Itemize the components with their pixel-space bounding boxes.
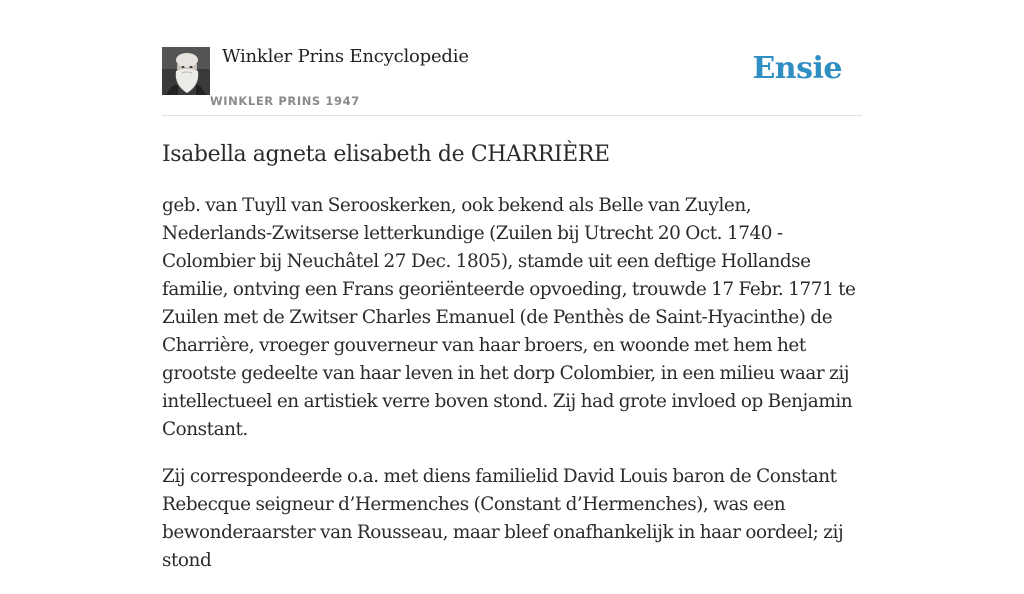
avatar[interactable] [162,47,210,95]
article-body [162,192,862,594]
edition-label: WINKLER PRINS 1947 [210,94,360,108]
site-logo[interactable]: Ensie [752,51,842,86]
article-title: Isabella agneta elisabeth de CHARRIÈRE [162,142,610,167]
bearded-man-portrait-icon [162,47,210,95]
article-paragraph: geb. van Tuyll van Serooskerken, ook bekend als Belle van Zuylen, Nederlands-Zwitserse letterkundige (Zuilen bij Utrecht 20 Oct. 1740 - Colombier bij Neuchâtel 27 Dec. 1805), stamde uit een deftige Hollandse familie, ontving een Frans georiënteerde opvoeding, trouwde 17 Febr. 1771 te Zuilen met de Zwitser Charles Emanuel (de Penthès de Saint-Hyacinthe) de Charrière, vroeger gouverneur van haar broers, en woonde met hem het grootste gedeelte van haar leven in het dorp Colombier, in een milieu waar zij intellectueel en artistiek verre boven stond. Zij had grote invloed op Benjamin Constant. [162,195,856,440]
publisher-name[interactable]: Winkler Prins Encyclopedie [222,46,469,67]
page [162,0,862,571]
header [162,0,862,116]
article-paragraph: Zij correspondeerde o.a. met diens familielid David Louis baron de Constant Rebecque seigneur d’Hermenches (Constant d’Hermenches), was een bewonderaarster van Rousseau, maar bleef onafhankelijk in haar oordeel; zij stond [162,466,844,571]
